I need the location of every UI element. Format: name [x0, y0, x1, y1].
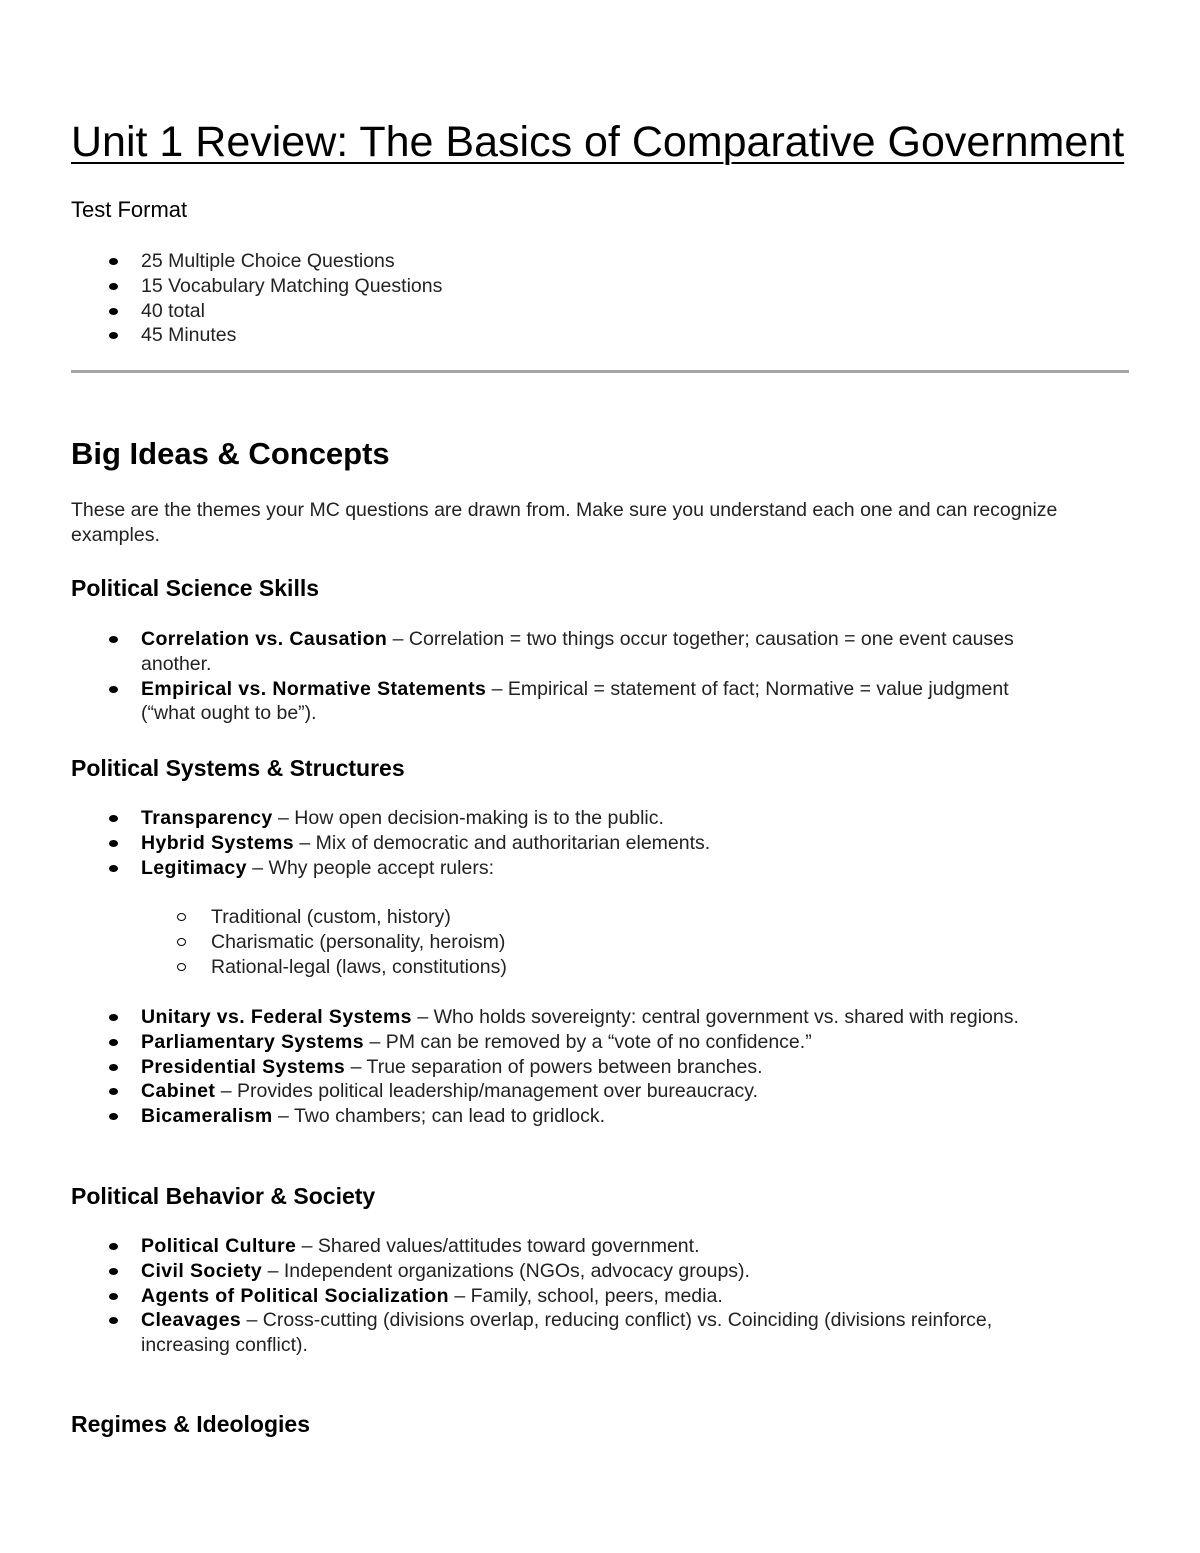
term: Empirical vs. Normative Statements [141, 677, 487, 700]
definition: – Empirical = statement of fact; Normative = value judgment (“what ought to be”). [141, 677, 1009, 725]
list-item [0, 1308, 1060, 1358]
page-title: Unit 1 Review: The Basics of Comparative Government [71, 118, 1125, 166]
term: Cleavages [141, 1309, 242, 1332]
list-item [0, 806, 1060, 831]
definition: – Two chambers; can lead to gridlock. [272, 1105, 606, 1128]
big-ideas-heading: Big Ideas & Concepts [71, 436, 390, 471]
definition: – Family, school, peers, media. [448, 1284, 723, 1307]
list-item: 15 Vocabulary Matching Questions [0, 274, 1060, 299]
behavior-list [0, 1234, 1060, 1358]
systems-list-b [0, 1005, 1060, 1129]
skills-heading: Political Science Skills [71, 575, 320, 601]
sub-list-item: Traditional (custom, history) [0, 905, 507, 930]
legitimacy-types-list [0, 905, 507, 979]
term: Unitary vs. Federal Systems [141, 1006, 412, 1028]
skills-list [0, 627, 1060, 726]
test-format-heading: Test Format [71, 197, 188, 222]
definition: – Correlation = two things occur together; causation = one event causes another. [141, 628, 1014, 675]
systems-list-a [0, 806, 1060, 880]
term: Parliamentary Systems [141, 1030, 365, 1053]
definition: – Independent organizations (NGOs, advocacy groups). [262, 1259, 750, 1282]
sub-list-item: Charismatic (personality, heroism) [0, 930, 507, 955]
list-item [0, 1005, 1060, 1030]
term: Bicameralism [141, 1105, 273, 1128]
list-item [0, 1055, 1060, 1080]
term: Political Culture [141, 1235, 297, 1257]
list-item [0, 1284, 1060, 1309]
definition: – Provides political leadership/management over bureaucracy. [215, 1080, 758, 1103]
systems-heading: Political Systems & Structures [71, 755, 405, 781]
list-item: 40 total [0, 299, 1060, 324]
term: Legitimacy [141, 856, 247, 879]
definition: – Cross-cutting (divisions overlap, reducing conflict) vs. Coinciding (divisions reinforce, increasing conflict). [141, 1309, 993, 1357]
list-item [0, 1234, 1060, 1259]
list-item: 25 Multiple Choice Questions [0, 249, 1060, 274]
list-item [0, 1030, 1060, 1055]
list-item [0, 856, 1060, 881]
definition: – Shared values/attitudes toward government. [296, 1235, 700, 1257]
term: Correlation vs. Causation [141, 628, 388, 650]
list-item [0, 677, 1060, 727]
list-item [0, 1104, 1060, 1129]
list-item: 45 Minutes [0, 323, 1060, 348]
term: Presidential Systems [141, 1055, 346, 1078]
definition: – How open decision-making is to the public. [272, 807, 664, 829]
list-item [0, 627, 1060, 677]
horizontal-divider [71, 370, 1129, 373]
regimes-heading: Regimes & Ideologies [71, 1411, 311, 1437]
sub-list-item: Rational-legal (laws, constitutions) [0, 955, 507, 980]
list-item [0, 1079, 1060, 1104]
definition: – PM can be removed by a “vote of no confidence.” [364, 1030, 812, 1053]
term: Civil Society [141, 1259, 263, 1282]
list-item [0, 831, 1060, 856]
test-format-list [0, 249, 1060, 348]
list-item [0, 1259, 1060, 1284]
term: Agents of Political Socialization [141, 1284, 449, 1307]
term: Transparency [141, 807, 273, 829]
definition: – Mix of democratic and authoritarian elements. [294, 831, 711, 854]
definition: – True separation of powers between branches. [345, 1055, 763, 1078]
definition: – Who holds sovereignty: central government vs. shared with regions. [411, 1006, 1019, 1028]
definition: – Why people accept rulers: [246, 856, 494, 879]
term: Cabinet [141, 1080, 216, 1103]
behavior-heading: Political Behavior & Society [71, 1183, 376, 1209]
term: Hybrid Systems [141, 831, 294, 854]
big-ideas-intro: These are the themes your MC questions are drawn from. Make sure you understand each one and can recognize examples. [71, 499, 1058, 546]
